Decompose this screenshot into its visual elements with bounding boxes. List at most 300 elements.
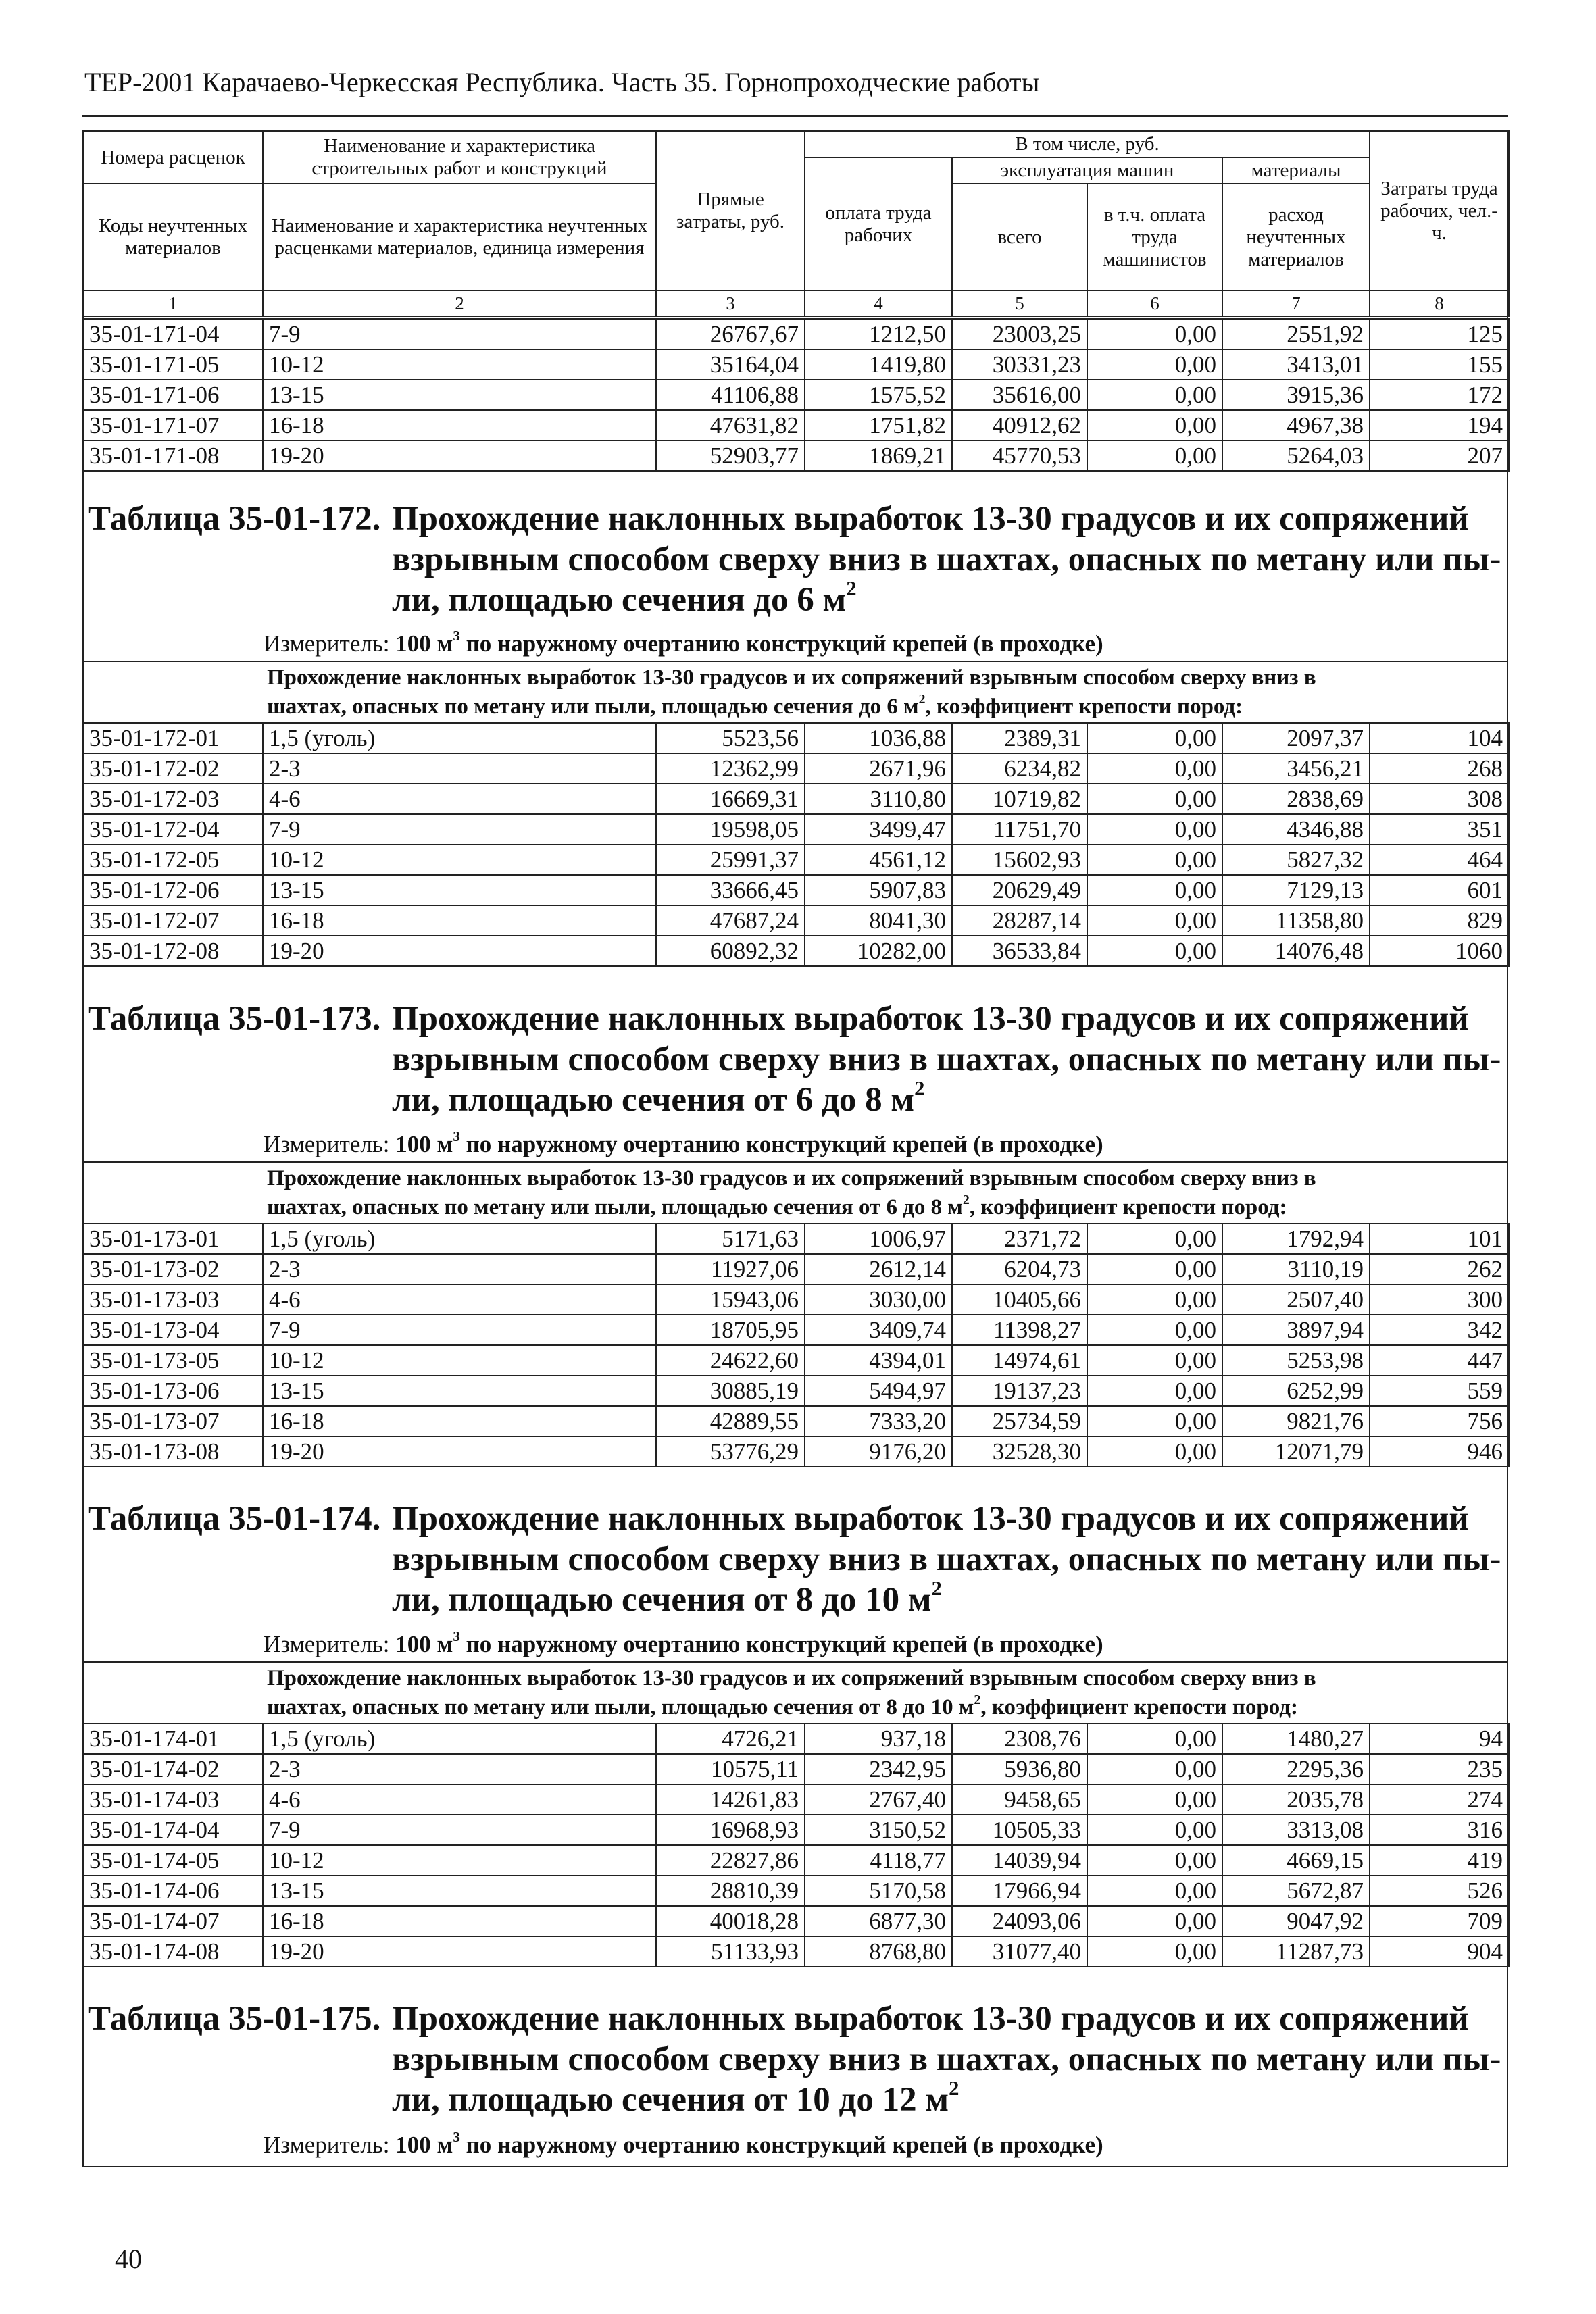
cell-machines: 25734,59	[952, 1406, 1087, 1436]
cell-materials: 7129,13	[1222, 875, 1370, 905]
cell-machines: 11398,27	[952, 1315, 1087, 1345]
table-row	[83, 1845, 1509, 1876]
table-row	[83, 875, 1509, 905]
cell-name: 7-9	[263, 814, 656, 845]
cell-materials: 4967,38	[1222, 410, 1370, 441]
divider	[82, 661, 1508, 662]
cell-name: 10-12	[263, 1845, 656, 1876]
table-row	[83, 1436, 1509, 1467]
header-labor-costs: Затраты труда рабочих, чел.-ч.	[1370, 131, 1509, 291]
cell-direct: 60892,32	[656, 936, 805, 966]
cell-machinists: 0,00	[1087, 1254, 1222, 1284]
cell-machinists: 0,00	[1087, 723, 1222, 753]
header-machines-total: всего	[952, 184, 1087, 291]
cell-code: 35-01-172-07	[83, 905, 263, 936]
cell-machinists: 0,00	[1087, 1224, 1222, 1254]
cell-machines: 6204,73	[952, 1254, 1087, 1284]
cell-materials: 14076,48	[1222, 936, 1370, 966]
table-row	[83, 410, 1509, 441]
cell-wages: 2671,96	[805, 753, 952, 784]
cell-machines: 45770,53	[952, 441, 1087, 471]
cell-labor: 1060	[1370, 936, 1509, 966]
cell-machines: 30331,23	[952, 349, 1087, 380]
table-row	[83, 753, 1509, 784]
cell-machinists: 0,00	[1087, 1845, 1222, 1876]
cell-direct: 10575,11	[656, 1754, 805, 1784]
cell-materials: 2035,78	[1222, 1784, 1370, 1815]
cell-name: 13-15	[263, 1876, 656, 1906]
cell-machines: 28287,14	[952, 905, 1087, 936]
table-label: Таблица 35-01-173.	[88, 1000, 381, 1038]
cell-materials: 11358,80	[1222, 905, 1370, 936]
table-row	[83, 380, 1509, 410]
measure-unit: Измеритель: 100 $м^3$ по наружному очертанию конструкций крепей (в проходке)	[264, 2129, 1103, 2158]
cell-code: 35-01-174-05	[83, 1845, 263, 1876]
cell-machines: 10719,82	[952, 784, 1087, 814]
cell-code: 35-01-171-06	[83, 380, 263, 410]
table-row	[83, 1936, 1509, 1967]
table-label: Таблица 35-01-174.	[88, 1500, 381, 1538]
cell-wages: 10282,00	[805, 936, 952, 966]
cell-machines: 14974,61	[952, 1345, 1087, 1376]
cell-labor: 904	[1370, 1936, 1509, 1967]
cell-materials: 3413,01	[1222, 349, 1370, 380]
cell-direct: 5523,56	[656, 723, 805, 753]
table-title	[88, 499, 1503, 620]
table-row	[83, 1406, 1509, 1436]
table-173	[82, 1223, 1510, 1467]
cell-code: 35-01-172-03	[83, 784, 263, 814]
cell-machines: 15602,93	[952, 845, 1087, 875]
header-material-codes: Коды неучтенных материалов	[83, 184, 263, 291]
table-title-text: Прохождение наклонных выработок 13-30 градусов и их сопряжений взрывным способом сверху вниз в шахтах, опасных по метану или пы- ли, площадью сечения от 10 до 12 $м^2$	[392, 2000, 1501, 2119]
cell-name: 7-9	[263, 1315, 656, 1345]
cell-materials: 12071,79	[1222, 1436, 1370, 1467]
cell-direct: 5171,63	[656, 1224, 805, 1254]
cell-materials: 2097,37	[1222, 723, 1370, 753]
table-row	[83, 1376, 1509, 1406]
table-row	[83, 723, 1509, 753]
cell-machinists: 0,00	[1087, 1345, 1222, 1376]
cell-wages: 1006,97	[805, 1224, 952, 1254]
cell-wages: 2612,14	[805, 1254, 952, 1284]
cell-wages: 4118,77	[805, 1845, 952, 1876]
cell-materials: 3456,21	[1222, 753, 1370, 784]
header-unaccounted-materials: расход неучтенных материалов	[1222, 184, 1370, 291]
cell-machinists: 0,00	[1087, 1906, 1222, 1936]
cell-name: 7-9	[263, 319, 656, 349]
cell-direct: 16968,93	[656, 1815, 805, 1845]
divider	[82, 1661, 1508, 1663]
cell-code: 35-01-173-04	[83, 1315, 263, 1345]
column-header-table	[82, 130, 1510, 317]
table-row	[83, 1906, 1509, 1936]
cell-wages: 4394,01	[805, 1345, 952, 1376]
cell-code: 35-01-172-08	[83, 936, 263, 966]
cell-labor: 125	[1370, 319, 1509, 349]
page-number: 40	[115, 2244, 142, 2274]
table-row	[83, 319, 1509, 349]
table-row	[83, 814, 1509, 845]
header-rule	[82, 115, 1508, 117]
cell-labor: 268	[1370, 753, 1509, 784]
table-row	[83, 1224, 1509, 1254]
cell-direct: 47631,82	[656, 410, 805, 441]
cell-code: 35-01-171-08	[83, 441, 263, 471]
table-title	[88, 1499, 1503, 1620]
cell-materials: 5672,87	[1222, 1876, 1370, 1906]
cell-machines: 36533,84	[952, 936, 1087, 966]
column-number: 3	[656, 291, 805, 316]
table-subheading: Прохождение наклонных выработок 13-30 градусов и их сопряжений взрывным способом сверху вниз в шахтах, опасных по метану или пыли, площадью сечения от 8 до 10 $м^2$, коэффициент крепости пород:	[267, 1666, 1316, 1719]
cell-name: 1,5 (уголь)	[263, 1724, 656, 1754]
cell-direct: 16669,31	[656, 784, 805, 814]
cell-direct: 35164,04	[656, 349, 805, 380]
table-title	[88, 1998, 1503, 2120]
cell-labor: 419	[1370, 1845, 1509, 1876]
cell-code: 35-01-172-01	[83, 723, 263, 753]
table-title-text: Прохождение наклонных выработок 13-30 градусов и их сопряжений взрывным способом сверху вниз в шахтах, опасных по метану или пы- ли, площадью сечения до 6 $м^2$	[392, 500, 1501, 619]
cell-wages: 8768,80	[805, 1936, 952, 1967]
cell-materials: 5253,98	[1222, 1345, 1370, 1376]
cell-machines: 31077,40	[952, 1936, 1087, 1967]
cell-machines: 20629,49	[952, 875, 1087, 905]
cell-materials: 3897,94	[1222, 1315, 1370, 1345]
cell-machinists: 0,00	[1087, 905, 1222, 936]
cell-machinists: 0,00	[1087, 1406, 1222, 1436]
cell-code: 35-01-171-04	[83, 319, 263, 349]
cell-materials: 2295,36	[1222, 1754, 1370, 1784]
cell-labor: 829	[1370, 905, 1509, 936]
cell-wages: 3409,74	[805, 1315, 952, 1345]
cell-machinists: 0,00	[1087, 410, 1222, 441]
cell-machinists: 0,00	[1087, 1784, 1222, 1815]
cell-materials: 2551,92	[1222, 319, 1370, 349]
cell-wages: 7333,20	[805, 1406, 952, 1436]
cell-machines: 32528,30	[952, 1436, 1087, 1467]
cell-wages: 2342,95	[805, 1754, 952, 1784]
cell-name: 4-6	[263, 1784, 656, 1815]
cell-machinists: 0,00	[1087, 936, 1222, 966]
cell-machinists: 0,00	[1087, 1724, 1222, 1754]
cell-wages: 3150,52	[805, 1815, 952, 1845]
cell-machinists: 0,00	[1087, 1936, 1222, 1967]
header-materials: материалы	[1222, 157, 1370, 184]
cell-name: 1,5 (уголь)	[263, 1224, 656, 1254]
cell-wages: 3030,00	[805, 1284, 952, 1315]
cell-direct: 42889,55	[656, 1406, 805, 1436]
measure-unit: Измеритель: 100 $м^3$ по наружному очертанию конструкций крепей (в проходке)	[264, 1128, 1103, 1157]
header-direct-costs: Прямые затраты, руб.	[656, 131, 805, 291]
cell-direct: 47687,24	[656, 905, 805, 936]
cell-direct: 41106,88	[656, 380, 805, 410]
cell-machines: 17966,94	[952, 1876, 1087, 1906]
cell-labor: 101	[1370, 1224, 1509, 1254]
cell-name: 2-3	[263, 1254, 656, 1284]
cell-labor: 104	[1370, 723, 1509, 753]
cell-code: 35-01-174-08	[83, 1936, 263, 1967]
cell-direct: 15943,06	[656, 1284, 805, 1315]
cell-machines: 9458,65	[952, 1784, 1087, 1815]
cell-materials: 9821,76	[1222, 1406, 1370, 1436]
cell-machinists: 0,00	[1087, 349, 1222, 380]
cell-machines: 40912,62	[952, 410, 1087, 441]
cell-materials: 1480,27	[1222, 1724, 1370, 1754]
cell-code: 35-01-174-07	[83, 1906, 263, 1936]
running-header: ТЕР-2001 Карачаево-Черкесская Республика. Часть 35. Горнопроходческие работы	[84, 67, 1040, 97]
cell-wages: 5170,58	[805, 1876, 952, 1906]
cell-wages: 9176,20	[805, 1436, 952, 1467]
cell-machinists: 0,00	[1087, 441, 1222, 471]
cell-machinists: 0,00	[1087, 814, 1222, 845]
cell-materials: 5264,03	[1222, 441, 1370, 471]
cell-labor: 946	[1370, 1436, 1509, 1467]
table-174	[82, 1723, 1510, 1967]
cell-wages: 2767,40	[805, 1784, 952, 1815]
table-row	[83, 1876, 1509, 1906]
cell-name: 10-12	[263, 845, 656, 875]
cell-code: 35-01-174-04	[83, 1815, 263, 1845]
cell-code: 35-01-174-02	[83, 1754, 263, 1784]
cell-wages: 4561,12	[805, 845, 952, 875]
cell-code: 35-01-173-08	[83, 1436, 263, 1467]
cell-name: 7-9	[263, 1815, 656, 1845]
cell-labor: 300	[1370, 1284, 1509, 1315]
cell-labor: 351	[1370, 814, 1509, 845]
cell-code: 35-01-172-06	[83, 875, 263, 905]
cell-wages: 1751,82	[805, 410, 952, 441]
table-row	[83, 1345, 1509, 1376]
column-number: 5	[952, 291, 1087, 316]
cell-labor: 316	[1370, 1815, 1509, 1845]
cell-name: 16-18	[263, 410, 656, 441]
cell-wages: 3110,80	[805, 784, 952, 814]
cell-machines: 11751,70	[952, 814, 1087, 845]
cell-wages: 937,18	[805, 1724, 952, 1754]
cell-labor: 342	[1370, 1315, 1509, 1345]
cell-labor: 274	[1370, 1784, 1509, 1815]
column-number: 2	[263, 291, 656, 316]
table-subheading: Прохождение наклонных выработок 13-30 градусов и их сопряжений взрывным способом сверху вниз в шахтах, опасных по метану или пыли, площадью сечения от 6 до 8 $м^2$, коэффициент крепости пород:	[267, 1166, 1316, 1219]
table-row	[83, 1254, 1509, 1284]
cell-labor: 447	[1370, 1345, 1509, 1376]
cell-labor: 235	[1370, 1754, 1509, 1784]
cell-materials: 5827,32	[1222, 845, 1370, 875]
cell-machinists: 0,00	[1087, 845, 1222, 875]
table-title-text: Прохождение наклонных выработок 13-30 градусов и их сопряжений взрывным способом сверху вниз в шахтах, опасных по метану или пы- ли, площадью сечения от 6 до 8 $м^2$	[392, 1000, 1501, 1119]
measure-unit: Измеритель: 100 $м^3$ по наружному очертанию конструкций крепей (в проходке)	[264, 628, 1103, 657]
cell-code: 35-01-172-05	[83, 845, 263, 875]
cell-machines: 10505,33	[952, 1815, 1087, 1845]
table-row	[83, 905, 1509, 936]
cell-labor: 526	[1370, 1876, 1509, 1906]
cell-name: 16-18	[263, 1406, 656, 1436]
table-row	[83, 441, 1509, 471]
header-rate-numbers: Номера расценок	[83, 131, 263, 184]
cell-machinists: 0,00	[1087, 1876, 1222, 1906]
cell-direct: 30885,19	[656, 1376, 805, 1406]
cell-code: 35-01-171-05	[83, 349, 263, 380]
cell-code: 35-01-174-06	[83, 1876, 263, 1906]
cell-labor: 262	[1370, 1254, 1509, 1284]
cell-machinists: 0,00	[1087, 380, 1222, 410]
cell-direct: 18705,95	[656, 1315, 805, 1345]
column-number: 6	[1087, 291, 1222, 316]
cell-machinists: 0,00	[1087, 1376, 1222, 1406]
cell-labor: 756	[1370, 1406, 1509, 1436]
cell-name: 16-18	[263, 1906, 656, 1936]
cell-wages: 5494,97	[805, 1376, 952, 1406]
cell-labor: 155	[1370, 349, 1509, 380]
cell-direct: 4726,21	[656, 1724, 805, 1754]
table-row	[83, 784, 1509, 814]
cell-name: 10-12	[263, 349, 656, 380]
table-row	[83, 936, 1509, 966]
cell-machinists: 0,00	[1087, 1436, 1222, 1467]
table-row	[83, 349, 1509, 380]
column-number: 8	[1370, 291, 1509, 316]
cell-labor: 308	[1370, 784, 1509, 814]
cell-name: 2-3	[263, 753, 656, 784]
cell-wages: 1869,21	[805, 441, 952, 471]
cell-wages: 1419,80	[805, 349, 952, 380]
cell-name: 19-20	[263, 1936, 656, 1967]
cell-machinists: 0,00	[1087, 1315, 1222, 1345]
cell-materials: 3313,08	[1222, 1815, 1370, 1845]
cell-code: 35-01-173-06	[83, 1376, 263, 1406]
cell-labor: 172	[1370, 380, 1509, 410]
cell-direct: 14261,83	[656, 1784, 805, 1815]
table-row	[83, 1724, 1509, 1754]
cell-materials: 3110,19	[1222, 1254, 1370, 1284]
table-label: Таблица 35-01-175.	[88, 2000, 381, 2038]
table-row	[83, 845, 1509, 875]
cell-labor: 94	[1370, 1724, 1509, 1754]
table-172	[82, 722, 1510, 967]
cell-machines: 19137,23	[952, 1376, 1087, 1406]
cell-name: 16-18	[263, 905, 656, 936]
cell-wages: 1036,88	[805, 723, 952, 753]
table-row	[83, 1315, 1509, 1345]
cell-machines: 5936,80	[952, 1754, 1087, 1784]
cell-direct: 24622,60	[656, 1345, 805, 1376]
cell-name: 13-15	[263, 875, 656, 905]
cell-wages: 6877,30	[805, 1906, 952, 1936]
cell-machines: 35616,00	[952, 380, 1087, 410]
header-work-name: Наименование и характеристика строительных работ и конструкций	[263, 131, 656, 184]
cell-direct: 19598,05	[656, 814, 805, 845]
cell-name: 4-6	[263, 1284, 656, 1315]
divider	[82, 1161, 1508, 1163]
cell-direct: 28810,39	[656, 1876, 805, 1906]
cell-code: 35-01-171-07	[83, 410, 263, 441]
cell-code: 35-01-173-03	[83, 1284, 263, 1315]
column-number: 4	[805, 291, 952, 316]
cell-code: 35-01-172-04	[83, 814, 263, 845]
cell-wages: 8041,30	[805, 905, 952, 936]
cell-code: 35-01-173-02	[83, 1254, 263, 1284]
cell-name: 19-20	[263, 936, 656, 966]
table-title	[88, 999, 1503, 1120]
cell-direct: 26767,67	[656, 319, 805, 349]
cell-labor: 709	[1370, 1906, 1509, 1936]
cell-direct: 12362,99	[656, 753, 805, 784]
header-including: В том числе, руб.	[805, 131, 1370, 157]
cell-code: 35-01-173-05	[83, 1345, 263, 1376]
table-row	[83, 1784, 1509, 1815]
header-machinist-wages: в т.ч. оплата труда машинистов	[1087, 184, 1222, 291]
cell-wages: 5907,83	[805, 875, 952, 905]
cell-name: 10-12	[263, 1345, 656, 1376]
header-labor-wages: оплата труда рабочих	[805, 157, 952, 291]
cell-wages: 3499,47	[805, 814, 952, 845]
cell-machinists: 0,00	[1087, 875, 1222, 905]
header-material-name: Наименование и характеристика неучтенных расценками материалов, единица измерения	[263, 184, 656, 291]
table-title-text: Прохождение наклонных выработок 13-30 градусов и их сопряжений взрывным способом сверху вниз в шахтах, опасных по метану или пы- ли, площадью сечения от 8 до 10 $м^2$	[392, 1500, 1501, 1619]
cell-name: 13-15	[263, 380, 656, 410]
cell-labor: 207	[1370, 441, 1509, 471]
cell-machinists: 0,00	[1087, 784, 1222, 814]
table-row	[83, 1754, 1509, 1784]
cell-direct: 40018,28	[656, 1906, 805, 1936]
cell-direct: 53776,29	[656, 1436, 805, 1467]
cell-labor: 559	[1370, 1376, 1509, 1406]
cell-name: 19-20	[263, 1436, 656, 1467]
cell-machines: 14039,94	[952, 1845, 1087, 1876]
cell-name: 1,5 (уголь)	[263, 723, 656, 753]
cell-machines: 6234,82	[952, 753, 1087, 784]
cell-name: 19-20	[263, 441, 656, 471]
cell-direct: 52903,77	[656, 441, 805, 471]
cell-machinists: 0,00	[1087, 319, 1222, 349]
cell-name: 4-6	[263, 784, 656, 814]
cell-code: 35-01-174-03	[83, 1784, 263, 1815]
cell-machines: 2389,31	[952, 723, 1087, 753]
cell-machinists: 0,00	[1087, 1284, 1222, 1315]
cell-name: 2-3	[263, 1754, 656, 1784]
table-row	[83, 1284, 1509, 1315]
cell-machines: 2308,76	[952, 1724, 1087, 1754]
measure-unit: Измеритель: 100 $м^3$ по наружному очертанию конструкций крепей (в проходке)	[264, 1628, 1103, 1657]
cell-materials: 11287,73	[1222, 1936, 1370, 1967]
column-number: 1	[83, 291, 263, 316]
cell-direct: 51133,93	[656, 1936, 805, 1967]
cell-machinists: 0,00	[1087, 1815, 1222, 1845]
cell-code: 35-01-174-01	[83, 1724, 263, 1754]
table-row	[83, 1815, 1509, 1845]
cell-machinists: 0,00	[1087, 1754, 1222, 1784]
column-number: 7	[1222, 291, 1370, 316]
cell-materials: 1792,94	[1222, 1224, 1370, 1254]
cell-labor: 601	[1370, 875, 1509, 905]
cell-machines: 24093,06	[952, 1906, 1087, 1936]
table-subheading: Прохождение наклонных выработок 13-30 градусов и их сопряжений взрывным способом сверху вниз в шахтах, опасных по метану или пыли, площадью сечения до 6 $м^2$, коэффициент крепости пород:	[267, 665, 1316, 719]
cell-materials: 2507,40	[1222, 1284, 1370, 1315]
cell-labor: 194	[1370, 410, 1509, 441]
cell-materials: 3915,36	[1222, 380, 1370, 410]
cell-materials: 9047,92	[1222, 1906, 1370, 1936]
cell-wages: 1575,52	[805, 380, 952, 410]
cell-direct: 22827,86	[656, 1845, 805, 1876]
table-171-continuation	[82, 318, 1510, 472]
cell-name: 13-15	[263, 1376, 656, 1406]
cell-code: 35-01-173-07	[83, 1406, 263, 1436]
cell-materials: 2838,69	[1222, 784, 1370, 814]
cell-wages: 1212,50	[805, 319, 952, 349]
cell-code: 35-01-173-01	[83, 1224, 263, 1254]
cell-machines: 2371,72	[952, 1224, 1087, 1254]
cell-machines: 10405,66	[952, 1284, 1087, 1315]
